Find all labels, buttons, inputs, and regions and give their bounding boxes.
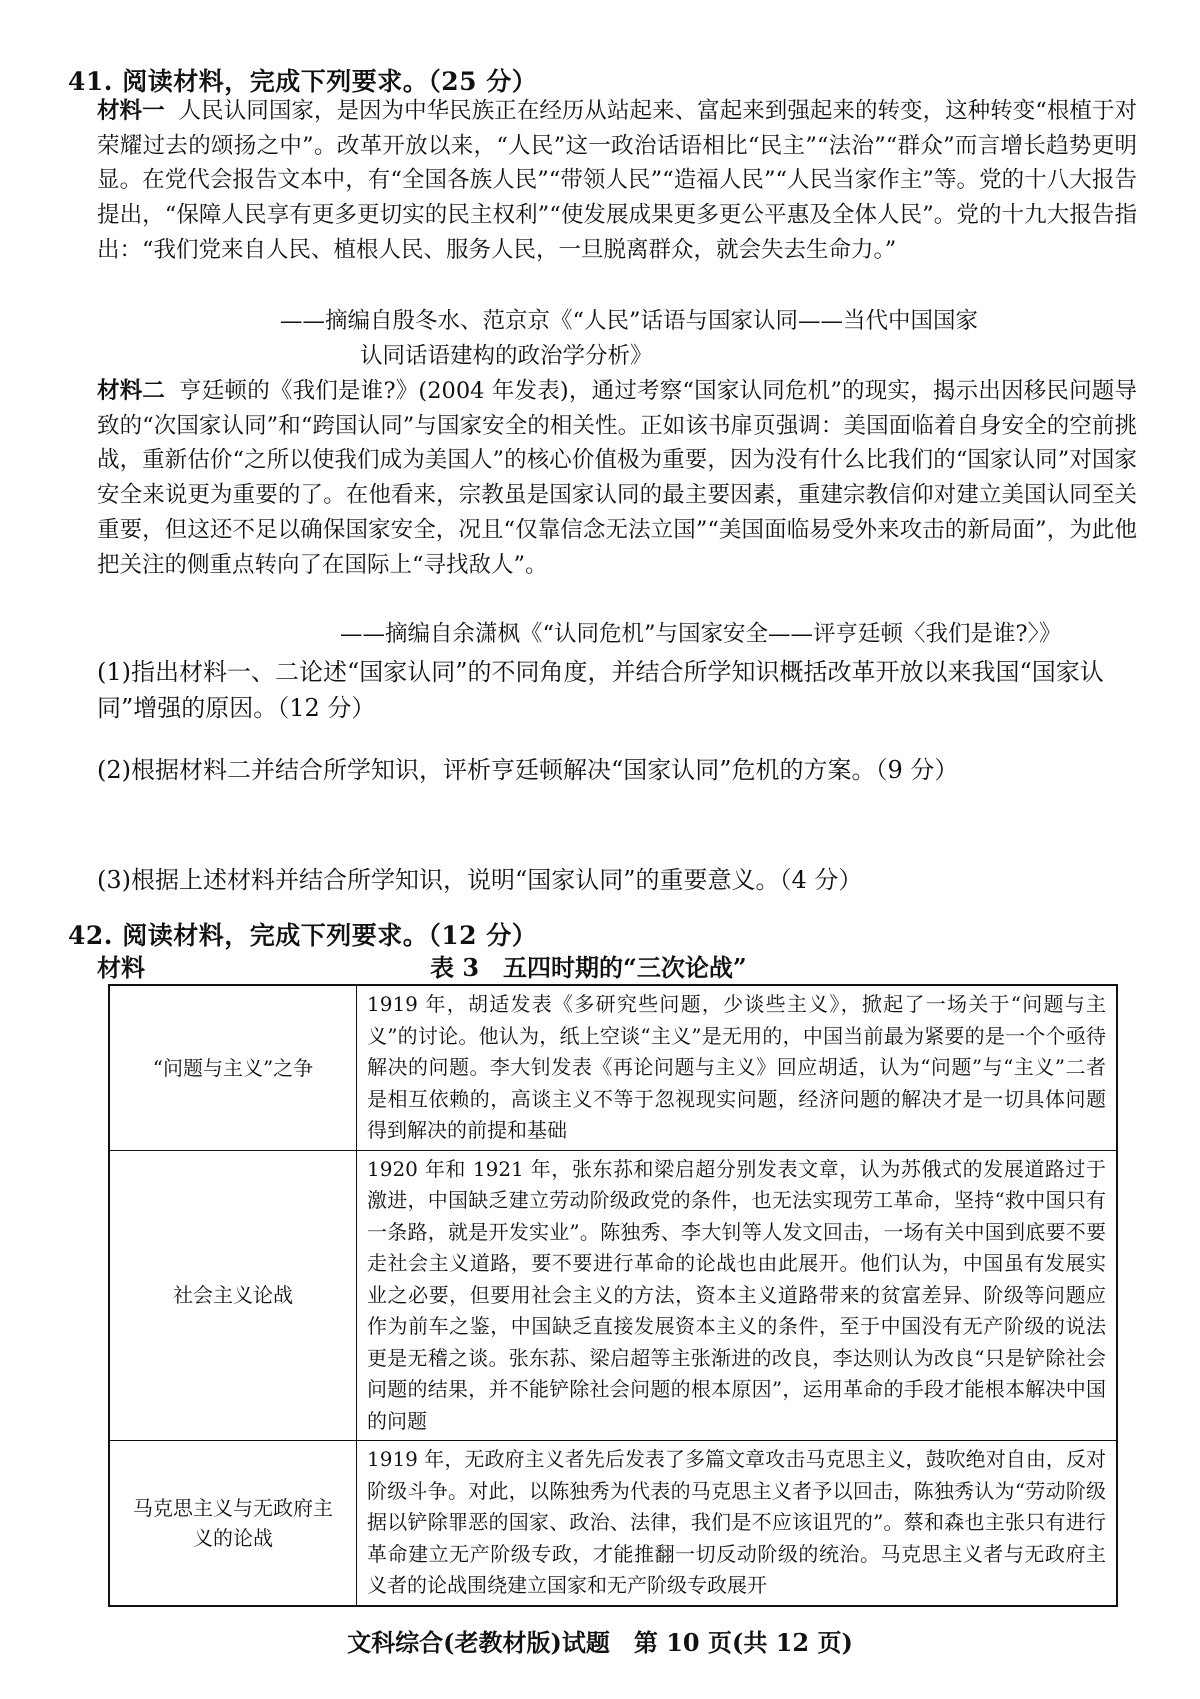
debate-description: 1919 年，胡适发表《多研究些问题，少谈些主义》，掀起了一场关于“问题与主义”的讨论。他认为，纸上空谈“主义”是无用的，中国当前最为紧要的是一个个亟待解决的问题。李大钊发表《再论问题与主义》回应胡适，认为“问题”与“主义”二者是相互依赖的，高谈主义不等于忽视现实问题，经济问题的解决才是一切具体问题得到解决的前提和基础 <box>357 985 1118 1150</box>
material-one <box>97 94 1137 268</box>
sub-question-1: (1)指出材料一、二论述“国家认同”的不同角度，并结合所学知识概括改革开放以来我国“国家认同”增强的原因。（12 分） <box>97 658 1104 722</box>
debate-name: 社会主义论战 <box>109 1150 357 1441</box>
sub-question-2: (2)根据材料二并结合所学知识，评析亨廷顿解决“国家认同”危机的方案。（9 分） <box>97 756 959 784</box>
material-one-text: 人民认同国家，是因为中华民族正在经历从站起来、富起来到强起来的转变，这种转变“根植于对荣耀过去的颂扬之中”。改革开放以来，“人民”这一政治话语相比“民主”“法治”“群众”而言增长趋势更明显。在党代会报告文本中，有“全国各族人民”“带领人民”“造福人民”“人民当家作主”等。党的十八大报告提出，“保障人民享有更多更切实的民主权利”“使发展成果更多更公平惠及全体人民”。党的十九大报告指出：“我们党来自人民、植根人民、服务人民，一旦脱离群众，就会失去生命力。” <box>97 98 1137 263</box>
material-one-source-line-2: 认同话语建构的政治学分析》 <box>360 343 653 369</box>
sub-question-3: (3)根据上述材料并结合所学知识，说明“国家认同”的重要意义。（4 分） <box>97 866 863 894</box>
table-row <box>109 985 1117 1150</box>
material-label: 材料 <box>97 953 145 982</box>
table-title: 表 3 五四时期的“三次论战” <box>430 953 747 982</box>
question-41-heading: 41. 阅读材料，完成下列要求。（25 分） <box>68 67 538 96</box>
table-row <box>109 1441 1117 1606</box>
page-footer: 文科综合(老教材版)试题 第 10 页(共 12 页) <box>347 1628 853 1657</box>
material-two-label: 材料二 <box>97 378 166 404</box>
debate-description: 1920 年和 1921 年，张东荪和梁启超分别发表文章，认为苏俄式的发展道路过于激进，中国缺乏建立劳动阶级政党的条件，也无法实现劳工革命，坚持“救中国只有一条路，就是开发实业”。陈独秀、李大钊等人发文回击，一场有关中国到底要不要走社会主义道路，要不要进行革命的论战也由此展开。他们认为，中国虽有发展实业之必要，但要用社会主义的方法，资本主义道路带来的贫富差异、阶级等问题应作为前车之鉴，中国缺乏直接发展资本主义的条件，至于中国没有无产阶级的说法更是无稽之谈。张东荪、梁启超等主张渐进的改良，李达则认为改良“只是铲除社会问题的结果，并不能铲除社会问题的根本原因”，运用革命的手段才能根本解决中国的问题 <box>357 1150 1118 1441</box>
material-one-source-line-1: ——摘编自殷冬水、范京京《“人民”话语与国家认同——当代中国国家 <box>280 308 979 334</box>
debate-name: 马克思主义与无政府主义的论战 <box>109 1441 357 1606</box>
material-two-text: 亨廷顿的《我们是谁?》(2004 年发表)，通过考察“国家认同危机”的现实，揭示出因移民问题导致的“次国家认同”和“跨国认同”与国家安全的相关性。正如该书扉页强调：美国面临着自身安全的空前挑战，重新估价“之所以使我们成为美国人”的核心价值极为重要，因为没有什么比我们的“国家认同”对国家安全来说更为重要的了。在他看来，宗教虽是国家认同的最主要因素，重建宗教信仰对建立美国认同至关重要，但这还不足以确保国家安全，况且“仅靠信念无法立国”“美国面临易受外来攻击的新局面”，为此他把关注的侧重点转向了在国际上“寻找敌人”。 <box>97 378 1137 578</box>
debate-name: “问题与主义”之争 <box>109 985 357 1150</box>
material-two <box>97 374 1137 582</box>
table-row <box>109 1150 1117 1441</box>
question-42-heading: 42. 阅读材料，完成下列要求。（12 分） <box>68 921 538 950</box>
material-one-label: 材料一 <box>97 98 165 124</box>
debate-description: 1919 年，无政府主义者先后发表了多篇文章攻击马克思主义，鼓吹绝对自由，反对阶级斗争。对此，以陈独秀为代表的马克思主义者予以回击，陈独秀认为“劳动阶级据以铲除罪恶的国家、政治、法律，我们是不应该诅咒的”。蔡和森也主张只有进行革命建立无产阶级专政，才能推翻一切反动阶级的统治。马克思主义者与无政府主义者的论战围绕建立国家和无产阶级专政展开 <box>357 1441 1118 1606</box>
material-two-source: ——摘编自余潇枫《“认同危机”与国家安全——评亨廷顿〈我们是谁?〉》 <box>340 621 1062 647</box>
debates-table <box>108 984 1118 1607</box>
